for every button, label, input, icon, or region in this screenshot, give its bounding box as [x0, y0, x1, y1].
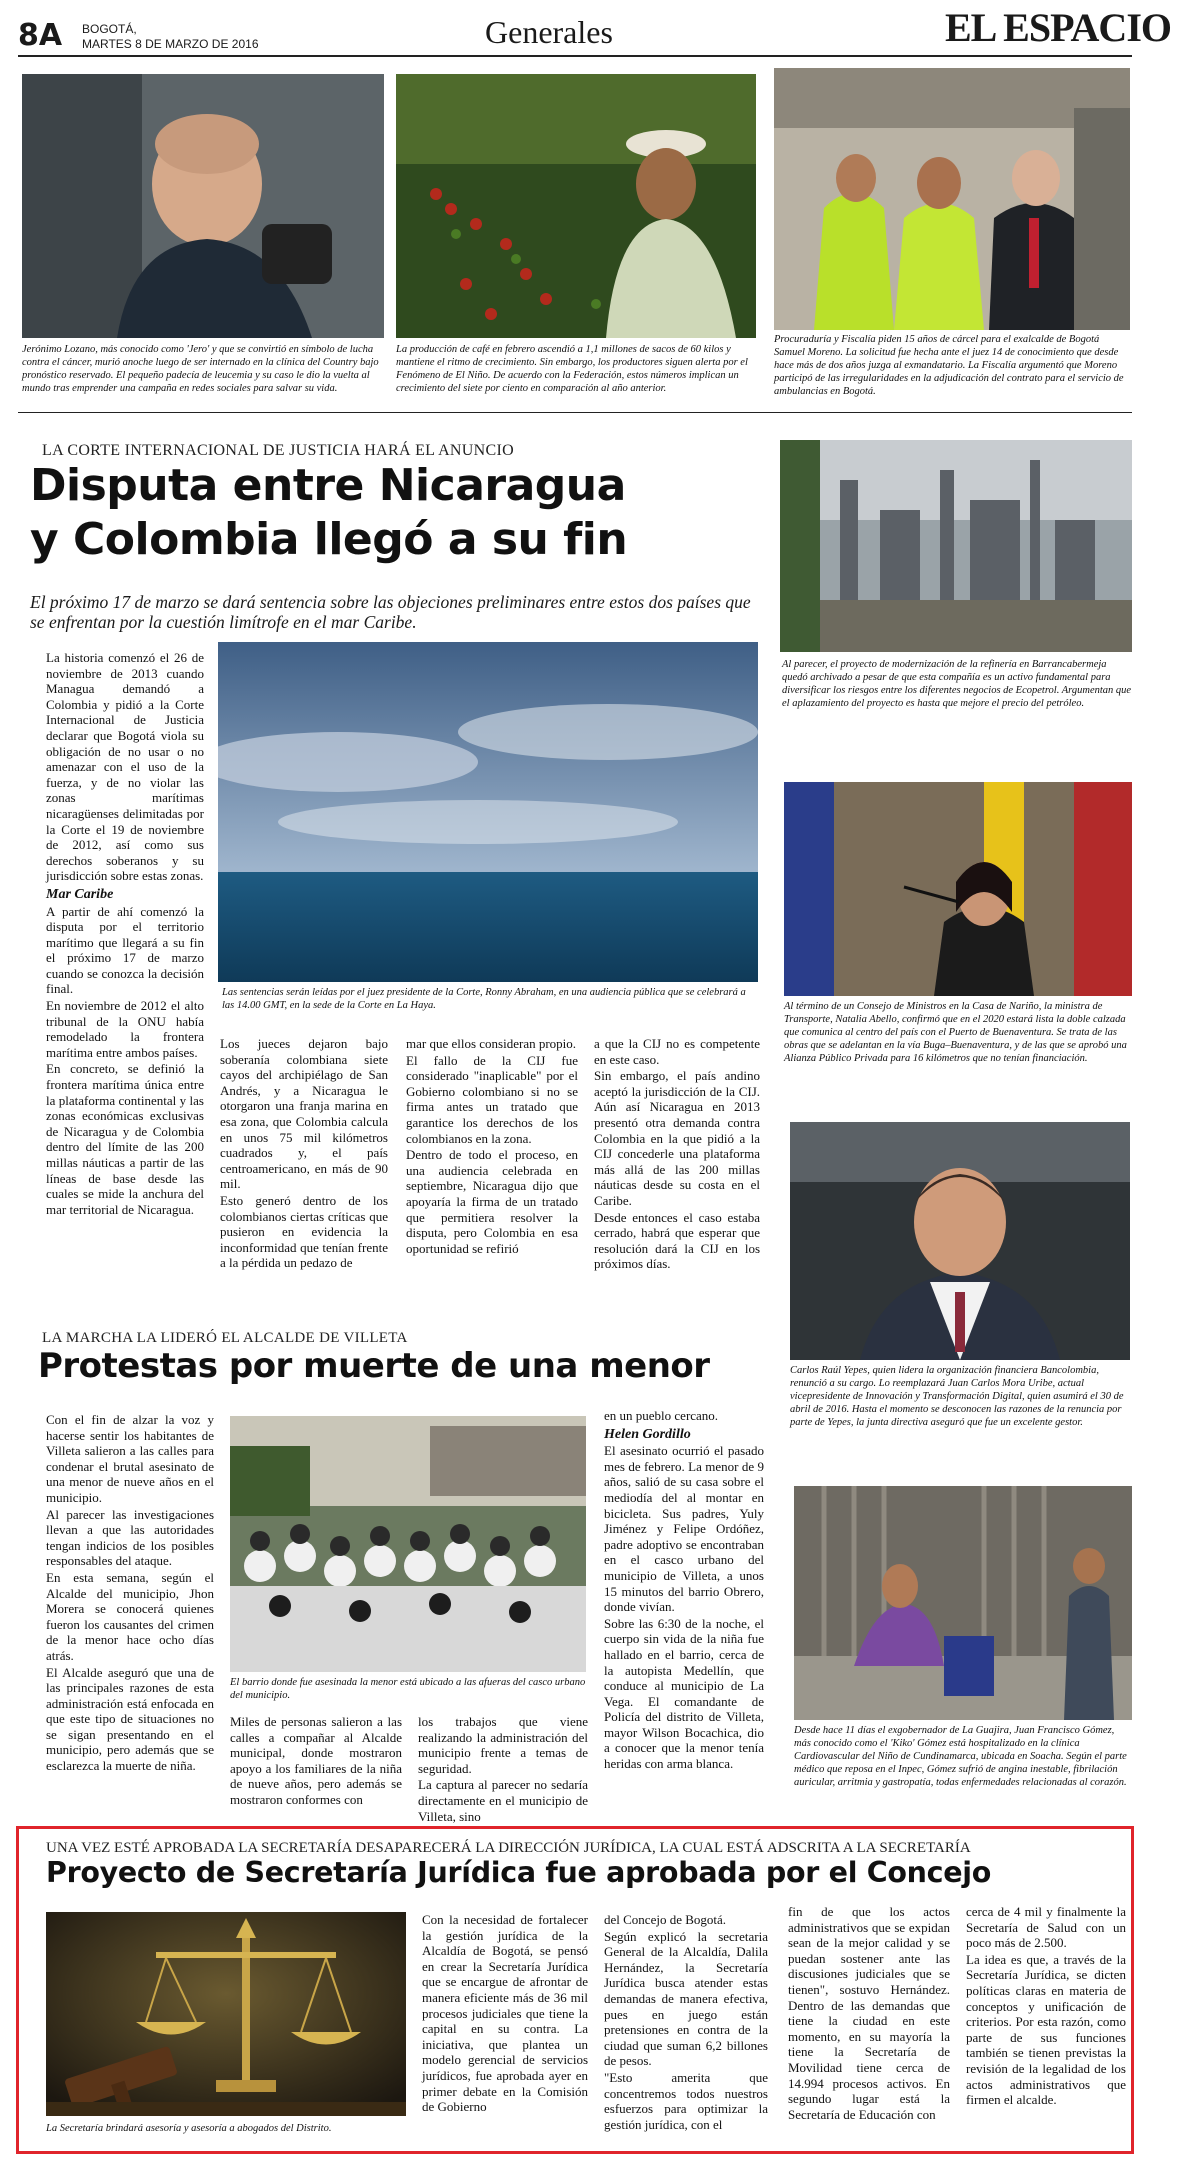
- paragraph: El asesinato ocurrió el pasado mes de febrero. La menor de 9 años, salió de su casa sobre el mediodía del al montar en bicicleta. Sus padres, Yuly Jiménez y Felipe Ordóñez, padre adoptivo se encontraban en el casco urbano del municipio de Villeta, a unos 15 minutos del barrio Obrero, donde vivían.: [604, 1443, 764, 1615]
- protest-kicker: LA MARCHA LA LIDERÓ EL ALCALDE DE VILLETA: [42, 1330, 408, 1346]
- photo-caribbean-sea: [218, 642, 758, 982]
- caption-kiko-gomez: Desde hace 11 días el exgobernador de La Guajira, Juan Francisco Gómez, más conocido como el 'Kiko' Gómez está hospitalizado en la clínica Cardiovascular del Niño de Cundinamarca, ubicada en Soacha. Según el parte médico que reposa en el Inpec, Gómez sufrió de angina inestable, fibrilación auricular, arritmia y gastropatía, todas enfermedades relacionadas al corazón.: [794, 1725, 1127, 1788]
- caption-caribbean-sea: Las sentencias serán leídas por el juez presidente de la Corte, Ronny Abraham, en una audiencia pública que se celebrará a las 14.00 GMT, en la sede de la Corte en La Haya.: [222, 987, 746, 1011]
- paragraph: A partir de ahí comenzó la disputa por el territorio marítimo que llegará a su fin el próximo 17 de marzo cuando se conozca la decisión final.: [46, 903, 204, 997]
- caption-samuel-moreno: Procuraduría y Fiscalía piden 15 años de cárcel para el exalcalde de Bogotá Samuel Moreno. La solicitud fue hecha ante el juez 14 de conocimiento que desde hace más de dos años juzga al exmandatario. La Fiscalía argumentó que Moreno participó de las irregularidades en la adjudicación del contrato para el servicio de ambulancias en Bogotá.: [774, 334, 1124, 397]
- section-title: Generales: [485, 14, 613, 50]
- masthead-rule: [18, 55, 1132, 57]
- caption-villeta-protest: El barrio donde fue asesinada la menor está ubicado a las afueras del casco urbano del municipio.: [230, 1677, 586, 1701]
- concejo-column-1: [422, 1912, 588, 2116]
- photo-coffee-farmer: [396, 74, 756, 338]
- protest-headline: Protestas por muerte de una menor: [38, 1346, 710, 1386]
- paragraph: en un pueblo cercano.: [604, 1408, 719, 1423]
- concejo-headline: Proyecto de Secretaría Jurídica fue aprobada por el Concejo: [46, 1856, 992, 1889]
- paragraph: del Concejo de Bogotá.: [604, 1912, 727, 1927]
- paragraph: En concreto, se definió la frontera marítima única entre la plataforma continental y las zonas económicas exclusivas de Nicaragua y de Colombia dentro del límite de las 200 millas náuticas a partir de las líneas de base desde las cuales se mide la anchura del mar territorial de Nicaragua.: [46, 1061, 204, 1217]
- paragraph: los trabajos que viene realizando la administración del municipio frente a temas de seguridad.: [418, 1714, 588, 1776]
- main-column-2: [220, 1036, 388, 1272]
- paragraph: Con el fin de alzar la voz y hacerse sentir los habitantes de Villeta salieron a las calles para condenar el brutal asesinato de una menor de nueve años en el municipio.: [46, 1412, 214, 1505]
- paragraph: La historia comenzó el 26 de noviembre de 2013 cuando Managua demandó a Colombia y pidió a la Corte Internacional de Justicia declarar que Bogotá viola su obligación de no usar o no amenazar con el uso de la fuerza, y de no violar las zonas marítimas nicaragüenses delimitadas por la Corte el 19 de noviembre de 2012, así como sus derechos soberanos y su jurisdicción sobre estas zonas.: [46, 650, 204, 884]
- paragraph: cerca de 4 mil y finalmente la Secretaría de Salud con un poco más de 2.500.: [966, 1904, 1126, 1951]
- paragraph: Dentro de todo el proceso, en una audiencia celebrada en septiembre, Nicaragua dijo que apoyaría la firma de un tratado que permitiera resolver la disputa, pero Colombia en esa oportunidad se refirió: [406, 1147, 578, 1256]
- caption-child: Jerónimo Lozano, más conocido como 'Jero' y que se convirtió en símbolo de lucha contra el cáncer, murió anoche luego de ser internado en la clínica del Country bajo pronóstico reservado. El pequeño padecía de leucemia y su caso le dio la vuelta al mundo tras emprender una campaña en redes sociales para salvar su vida.: [22, 344, 379, 394]
- subheading: Helen Gordillo: [604, 1426, 691, 1442]
- main-headline-line2: y Colombia llegó a su fin: [30, 514, 628, 565]
- caption-minister: Al término de un Consejo de Ministros en la Casa de Nariño, la ministra de Transporte, Natalia Abello, confirmó que en el 2020 estará lista la doble calzada que comunica al centro del país con el Puerto de Buenaventura. Se trata de las obras que se adelantan en la vía Buga–Buenaventura, y de las que se aprobó una Alianza Público Privada para 16 kilómetros que no tenían financiación.: [784, 1001, 1127, 1064]
- paragraph: "Esto amerita que concentremos todos nuestros esfuerzos para optimizar la gestión jurídica, con el: [604, 2069, 768, 2132]
- concejo-column-4: [966, 1904, 1126, 2109]
- photo-minister: [784, 782, 1132, 996]
- caption-refinery: Al parecer, el proyecto de modernización de la refinería en Barrancabermeja quedó archivado a pesar de que esta compañía es un activo fundamental para diversificar los riesgos entre los diferentes negocios de Ecopetrol. Argumentan que el aplazamiento del proyecto es hasta que mejore el precio del petróleo.: [782, 659, 1132, 709]
- paragraph: El Alcalde aseguró que una de las principales razones de esta administración está enfocada en que este tipo de situaciones no se sigan presentando en el municipio, pero además que se esclarezca la muerte de niña.: [46, 1664, 214, 1774]
- paragraph: Miles de personas salieron a las calles a compañar al Alcalde municipal, donde mostraron apoyo a los familiares de la niña de nueve años, pero además se mostraron conformes con: [230, 1714, 402, 1807]
- concejo-column-2: [604, 1912, 768, 2133]
- paragraph: Con la necesidad de fortalecer la gestión jurídica de la Alcaldía de Bogotá, se pensó en crear la Secretaría Jurídica que se encargue de afrontar de manera eficiente más de 36 mil procesos judiciales que tiene la capital en su contra. La iniciativa, que plantea un modelo gerencial de servicios jurídicos, fue aprobada ayer en primer debate en la Comisión de Gobierno: [422, 1912, 588, 2115]
- paragraph: En esta semana, según el Alcalde del municipio, Jhon Morera se conocerá quienes fueron los causantes del crimen de la menor hace ocho días atrás.: [46, 1569, 214, 1663]
- paragraph: Sobre las 6:30 de la noche, el cuerpo sin vida de la niña fue hallado en el barrio, cerca de la autopista Medellín, que conduce al municipio de La Vega. El comandante de Policía del distrito de Villeta, mayor Wilson Bocachica, dio a conocer que la menor tenía heridas con arma blanca.: [604, 1615, 764, 1772]
- main-column-1: [46, 650, 204, 1218]
- paragraph: La captura al parecer no sedaría directamente en el municipio de Villeta, sino: [418, 1777, 588, 1824]
- paragraph: En noviembre de 2012 el alto tribunal de la ONU había remodelado la frontera marítima entre ambos países.: [46, 998, 204, 1060]
- concejo-column-3: [788, 1904, 950, 2123]
- caption-justice-scales: La Secretaría brindará asesoría y asesoría a abogados del Distrito.: [46, 2123, 332, 2134]
- photo-kiko-gomez: [794, 1486, 1132, 1720]
- main-column-3: [406, 1036, 578, 1257]
- concejo-kicker: UNA VEZ ESTÉ APROBADA LA SECRETARÍA DESAPARECERÁ LA DIRECCIÓN JURÍDICA, LA CUAL ESTÁ ADSCRITA A LA SECRETARÍA: [46, 1840, 971, 1856]
- paragraph: Al parecer las investigaciones llevan a que las autoridades tengan indicios de los posibles responsables del ataque.: [46, 1506, 214, 1569]
- paragraph: a que la CIJ no es competente en este caso.: [594, 1036, 760, 1067]
- photo-villeta-protest: [230, 1416, 586, 1672]
- dateline-city: BOGOTÁ,: [82, 22, 137, 36]
- main-deck: El próximo 17 de marzo se dará sentencia sobre las objeciones preliminares entre estos dos países que se enfrentan por la cuestión limítrofe en el mar Caribe.: [30, 592, 751, 632]
- paragraph: El fallo de la CIJ fue considerado "inaplicable" por el Gobierno colombiano si no se firma antes un tratado que garantice los derechos de los colombianos en la zona.: [406, 1052, 578, 1146]
- paragraph: Los jueces dejaron bajo soberanía colombiana siete cayos del archipiélago de San Andrés, y a Nicaragua le otorgaron una franja marina en esa zona, que Colombia calcula en unos 75 mil kilómetros cuadrados y, el país centroamericano, en más de 90 mil.: [220, 1036, 388, 1192]
- main-column-4: [594, 1036, 760, 1273]
- paragraph: fin de que los actos administrativos que se expidan sean de la mejor calidad y se puedan sostener ante las discusiones judiciales que se tienen", sostuvo Hernández. Dentro de las demandas que tiene la ciudad en este momento, en su mayoría la tiene la Secretaría de Movilidad tiene cerca de 14.994 procesos activos. En segundo lugar está la Secretaría de Educación con: [788, 1904, 950, 2122]
- dateline-date: MARTES 8 DE MARZO DE 2016: [82, 37, 259, 51]
- paragraph: Sin embargo, el país andino aceptó la jurisdicción de la CIJ. Aún así Nicaragua en 2013 presentó otra demanda contra Colombia en la que pidió a la CIJ concederle una plataforma más allá de las 200 millas náuticas desde su costa en el Caribe.: [594, 1068, 760, 1208]
- paragraph: Desde entonces el caso estaba cerrado, habrá que esperar que resolución dará la CIJ en los próximos días.: [594, 1209, 760, 1272]
- photo-samuel-moreno: [774, 68, 1130, 330]
- page-number: 8A: [18, 18, 63, 53]
- subheading: Mar Caribe: [46, 886, 114, 902]
- protest-column-2: [230, 1714, 402, 1809]
- photo-child: [22, 74, 384, 338]
- main-kicker: LA CORTE INTERNACIONAL DE JUSTICIA HARÁ EL ANUNCIO: [42, 442, 514, 459]
- main-headline-line1: Disputa entre Nicaragua: [30, 460, 626, 511]
- newspaper-logo: EL ESPACIO: [945, 5, 1171, 50]
- paragraph: Esto generó dentro de los colombianos ciertas críticas que pusieron en evidencia la inconformidad que tenían frente a la pérdida un pedazo de: [220, 1192, 388, 1271]
- paragraph: mar que ellos consideran propio.: [406, 1036, 577, 1051]
- paragraph: La idea es que, a través de la Secretaría Jurídica, se dicten políticas claras en materia de conceptos y unificación de criterios. Por esta razón, como parte de sus funciones también se tienen previstas la revisión de la legalidad de los actos administrativos que firmen el alcalde.: [966, 1951, 1126, 2108]
- protest-column-4: [604, 1408, 764, 1773]
- paragraph: Según explicó la secretaria General de la Alcaldía, Dalila Hernández, la Secretaría Jurídica busca atender estas demandas de manera efectiva, pues en juego están pretensiones en contra de la ciudad que suman 6,2 billones de pesos.: [604, 1928, 768, 2069]
- caption-carlos-raul-yepes: Carlos Raúl Yepes, quien lidera la organización financiera Bancolombia, renunció a su cargo. Lo reemplazará Juan Carlos Mora Uribe, actual vicepresidente de Innovación y Transformación Digital, quien asumirá el 30 de abril de 2016. Hasta el momento se desconocen las razones de la renuncia por parte de Yepes, la junta directiva aseguró que fue un excelente gestor.: [790, 1365, 1124, 1428]
- caption-coffee: La producción de café en febrero ascendió a 1,1 millones de sacos de 60 kilos y mantiene el ritmo de crecimiento. Sin embargo, los productores siguen alerta por el Fenómeno de El Niño. De acuerdo con la Federación, estos números implican un crecimiento del siete por ciento en comparación al año anterior.: [396, 344, 748, 394]
- photo-refinery: [780, 440, 1132, 652]
- photo-carlos-raul-yepes: [790, 1122, 1130, 1360]
- protest-column-1: [46, 1412, 214, 1775]
- protest-column-3: [418, 1714, 588, 1825]
- photo-justice-scales: [46, 1912, 406, 2116]
- divider: [18, 412, 1132, 413]
